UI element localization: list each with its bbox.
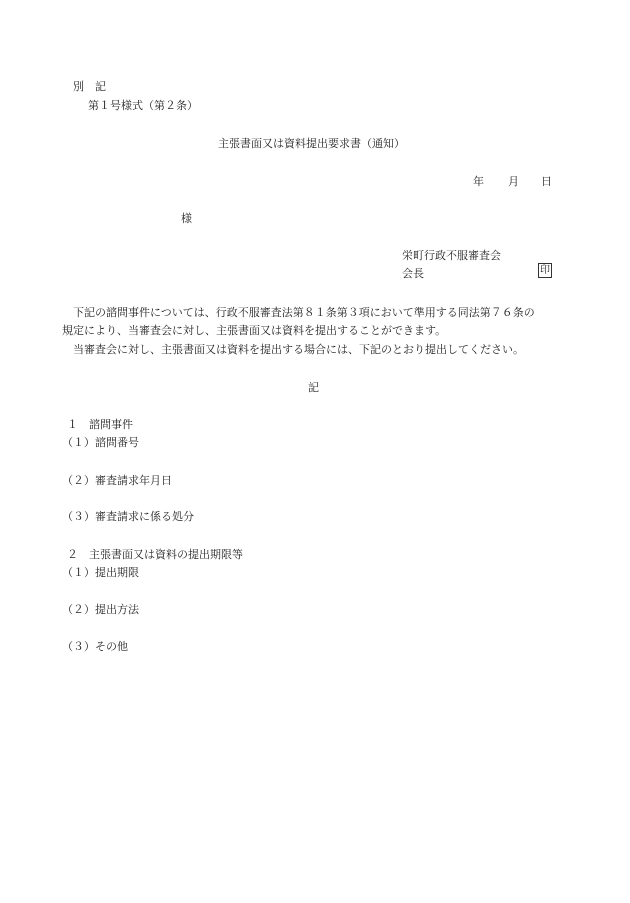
attachment-label: 別 記 <box>73 80 106 93</box>
section-heading: ２ 主張書面又は資料の提出期限等 <box>67 548 243 561</box>
ki-heading: 記 <box>308 381 319 394</box>
section-item: （１）諮問番号 <box>62 436 139 449</box>
section-heading: １ 諮問事件 <box>67 418 133 431</box>
date-day: 日 <box>541 175 552 188</box>
body-paragraph-1-line-1: 下記の諮問事件については、行政不服審査法第８１条第３項において準用する同法第７６条の <box>73 306 535 319</box>
date-year: 年 <box>473 175 484 188</box>
date-month: 月 <box>508 175 519 188</box>
sender-title: 会長 <box>402 267 424 280</box>
form-number: 第１号様式（第２条） <box>88 99 198 112</box>
section-item: （３）審査請求に係る処分 <box>62 510 194 523</box>
section-item: （３）その他 <box>62 640 128 653</box>
section-item: （１）提出期限 <box>62 566 139 579</box>
document-title: 主張書面又は資料提出要求書（通知） <box>218 137 405 150</box>
section-item: （２）提出方法 <box>62 603 139 616</box>
sender-organization: 栄町行政不服審査会 <box>402 249 501 262</box>
body-paragraph-1-line-2: 規定により、当審査会に対し、主張書面又は資料を提出することができます。 <box>62 324 447 337</box>
addressee-suffix: 様 <box>181 212 192 225</box>
section-item: （２）審査請求年月日 <box>62 474 172 487</box>
seal-mark: 印 <box>540 265 550 276</box>
body-paragraph-2: 当審査会に対し、主張書面又は資料を提出する場合には、下記のとおり提出してください。 <box>73 343 524 356</box>
